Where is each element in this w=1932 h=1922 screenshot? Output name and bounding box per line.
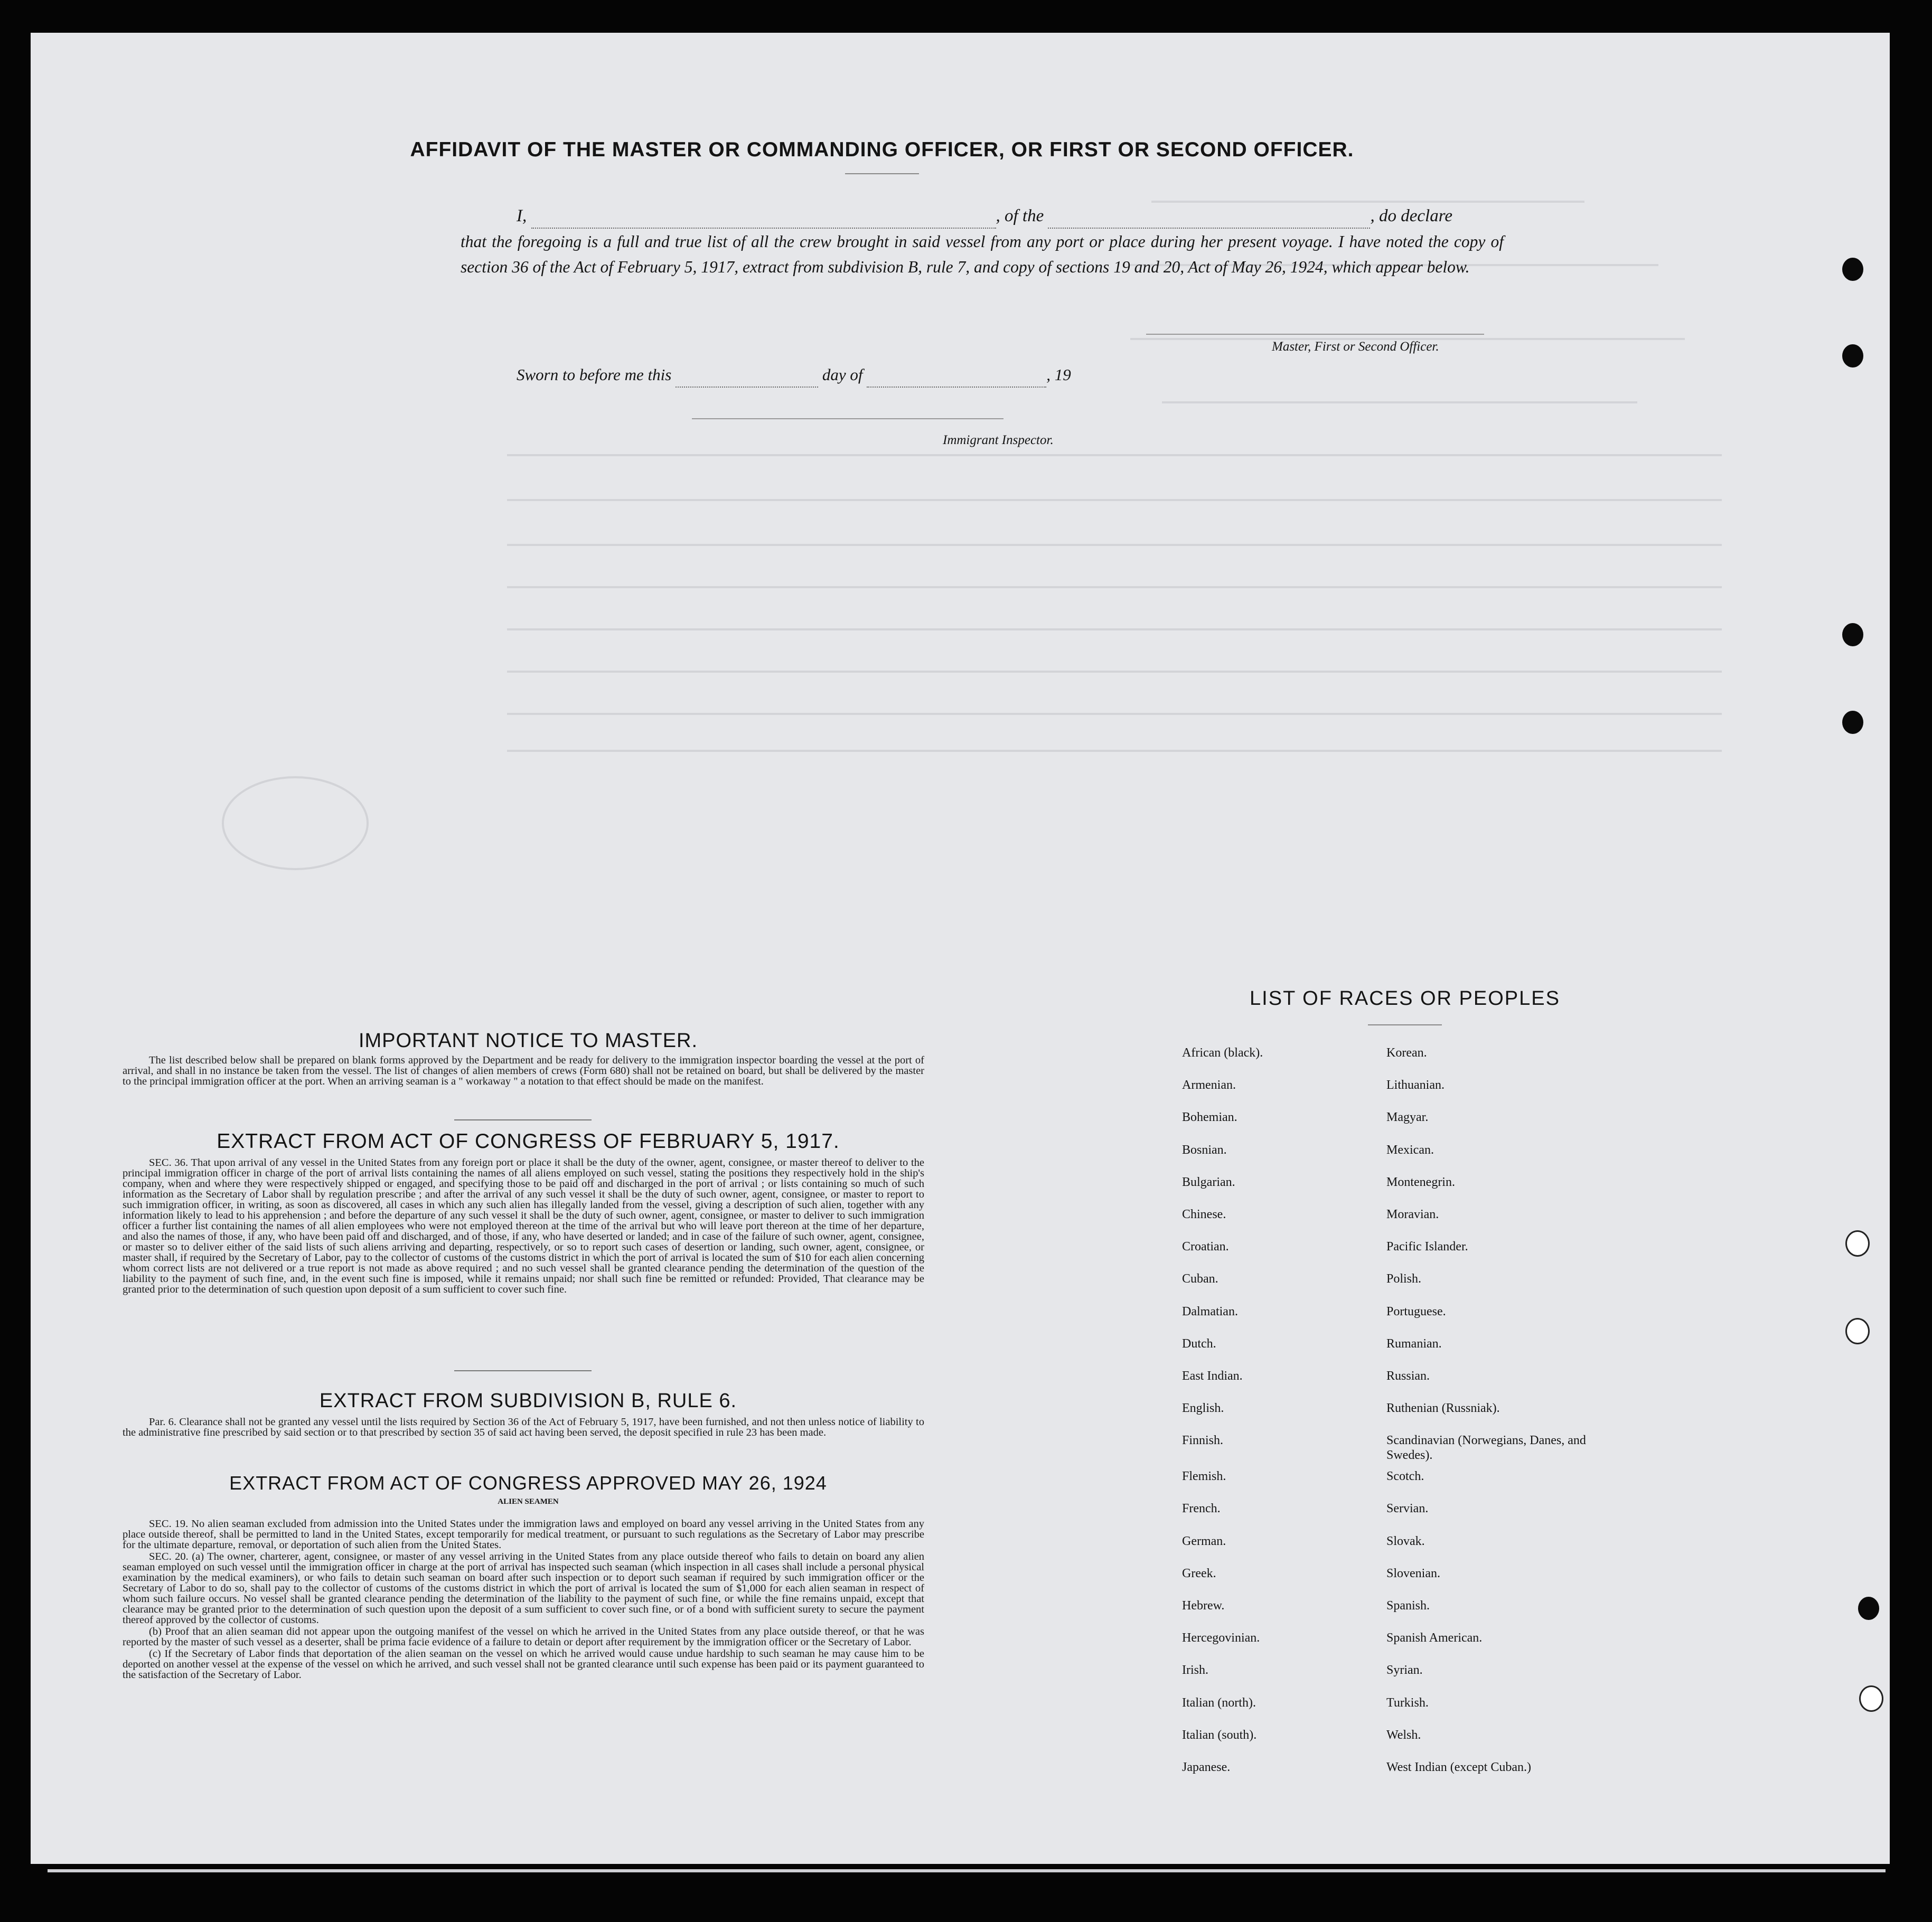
race-item: Rumanian. <box>1386 1336 1442 1351</box>
race-item: Greek. <box>1182 1566 1216 1580</box>
race-item: Welsh. <box>1386 1728 1421 1742</box>
race-item: Italian (south). <box>1182 1728 1257 1742</box>
race-item: Bulgarian. <box>1182 1175 1235 1189</box>
of-the-label: , of the <box>996 206 1044 225</box>
race-item: Scandinavian (Norwegians, Danes, and Swedes). <box>1386 1434 1586 1463</box>
race-item: Croatian. <box>1182 1240 1229 1254</box>
races-title: LIST OF RACES OR PEOPLES <box>1250 987 1560 1010</box>
vessel-name-field[interactable] <box>1048 212 1370 229</box>
race-item: East Indian. <box>1182 1369 1243 1383</box>
extract-rule6-title: EXTRACT FROM SUBDIVISION B, RULE 6. <box>319 1390 737 1412</box>
race-item: Polish. <box>1386 1272 1422 1286</box>
extract-rule6-text: Par. 6. Clearance shall not be granted any vessel until the lists required by Section 36 of the Act of February 5, 1917, have been furnished, and not then unless notice of liability to the administrative fine prescribed by said section or to that prescribed by section 35 of said act having been served, the deposit specified in rule 23 has been made. <box>123 1416 924 1438</box>
binder-hole-icon <box>1845 1230 1870 1257</box>
race-item: Armenian. <box>1182 1078 1236 1092</box>
notice-title: IMPORTANT NOTICE TO MASTER. <box>358 1030 698 1052</box>
binder-hole-icon <box>1859 1685 1883 1712</box>
race-item: Japanese. <box>1182 1760 1231 1774</box>
race-item: Dutch. <box>1182 1336 1216 1351</box>
sworn-month-field[interactable] <box>867 371 1046 388</box>
race-item: Russian. <box>1386 1369 1430 1383</box>
race-item: Slovenian. <box>1386 1566 1440 1580</box>
race-item: Pacific Islander. <box>1386 1240 1468 1254</box>
extract-1924-subtitle: ALIEN SEAMEN <box>498 1497 559 1506</box>
race-item: Slovak. <box>1386 1534 1425 1548</box>
day-of-label: day of <box>822 365 863 384</box>
race-item: Ruthenian (Russniak). <box>1386 1401 1500 1416</box>
race-item: Flemish. <box>1182 1469 1226 1484</box>
race-item: Servian. <box>1386 1502 1429 1516</box>
inspector-signature-line[interactable] <box>692 418 1003 419</box>
extract-1924-title: EXTRACT FROM ACT OF CONGRESS APPROVED MAY 26, 1924 <box>229 1472 827 1494</box>
binder-hole-icon <box>1842 623 1863 646</box>
race-item: Hercegovinian. <box>1182 1631 1260 1645</box>
races-right-column <box>1386 1045 1608 1792</box>
binder-hole-icon <box>1845 1318 1870 1344</box>
extract-1924-text: SEC. 19. No alien seaman excluded from admission into the United States under the immigration laws and employed on board any vessel arriving in the United States from any place outside thereof, shall be permitted to land in the United States, except temporarily for medical treatment, or pursuant to such regulations as the Secretary of Labor may prescribe for the ultimate departure, removal, or deportation of such alien from the United States. SEC. 20. (a) The owner, charterer, agent, consignee, or master of any vessel arriving in the United States from any place outside thereof who fails to detain on board any alien seaman employed on such vessel until the immigration officer in charge at the port of arrival has inspected such seaman (which inspection in all cases shall include a personal physical examination by the medical examiners), or who fails to detain such seaman on board after such inspection or to deport such seaman if required by such immigration officer or the Secretary of Labor to do so, shall pay to the collector of customs of the customs district in which the port of arrival is located the sum of $1,000 for each alien seaman in respect of whom such failure occurs. No vessel shall be granted clearance pending the determination of the liability to the payment of such fine, or while the fine remains unpaid, except that clearance may be granted prior to the determination of such question upon the deposit of a sum sufficient to cover such fine, or of a bond with sufficient surety to secure the payment thereof approved by the collector of customs. (b) Proof that an alien seaman did not appear upon the outgoing manifest of the vessel on which he arrived in the United States from any place outside thereof, or that he was reported by the master of such vessel as a deserter, shall be prima facie evidence of a failure to detain or deport after requirement by the immigration officer or the Secretary of Labor. (c) If the Secretary of Labor finds that deportation of the alien seaman on the vessel on which he arrived would cause undue hardship to such seaman he may cause him to be deported on another vessel at the expense of the vessel on which he arrived, and such vessel shall not be granted clearance until such expense has been paid or its payment guaranteed to the satisfaction of the Secretary of Labor. <box>123 1518 924 1681</box>
race-item: Korean. <box>1386 1046 1427 1060</box>
race-item: Magyar. <box>1386 1110 1429 1125</box>
race-item: Italian (north). <box>1182 1695 1256 1710</box>
race-item: Bosnian. <box>1182 1143 1227 1157</box>
sworn-line <box>517 362 1203 388</box>
race-item: Chinese. <box>1182 1207 1226 1221</box>
sworn-day-field[interactable] <box>676 371 818 388</box>
race-item: Finnish. <box>1182 1434 1224 1448</box>
binder-hole-icon <box>1842 711 1863 734</box>
extract-1917-text: SEC. 36. That upon arrival of any vessel in the United States from any foreign port or place it shall be the duty of the owner, agent, consignee, or master thereof to deliver to the principal immigration officer in charge of the port of arrival lists containing the names of all aliens employed on such vessel, stating the positions they respectively hold in the ship's company, when and where they were respectively shipped or engaged, and specifying those to be paid off and discharged in the port of arrival ; or lists containing so much of such information as the Secretary of Labor shall by regulation prescribe ; and after the arrival of any such vessel it shall be the duty of such owner, agent, consignee, or master to report to such immigration officer, in writing, as soon as discovered, all cases in which any such alien has illegally landed from the vessel, giving a description of such alien, together with any information likely to lead to his apprehension ; and before the departure of any such vessel it shall be the duty of such owner, agent, consignee, or master to deliver to such immigration officer a further list containing the names of all alien employees who were not employed thereon at the time of the arrival but who will leave port thereon at the time of her departure, and also the names of those, if any, who have been paid off and discharged, and of those, if any, who have deserted or landed; and in case of the failure of such owner, agent, consignee, or master so to deliver either of the said lists of such aliens arriving and departing, respectively, or so to report such cases of desertion or landing, such owner, agent, consignee, or master shall, if required by the Secretary of Labor, pay to the collector of customs of the customs district in which the port of arrival is located the sum of $10 for each alien concerning whom correct lists are not delivered or a true report is not made as above required ; and no such vessel shall be granted clearance pending the determination of the question of the liability to the payment of such fine, and, in the event such fine is imposed, while it remains unpaid; nor shall such fine be remitted or refunded: Provided, That clearance may be granted prior to the determination of such question upon deposit of a sum sufficient to cover such fine. <box>123 1157 924 1295</box>
race-item: Irish. <box>1182 1663 1208 1678</box>
binder-hole-icon <box>1858 1597 1879 1620</box>
race-item: Spanish American. <box>1386 1631 1483 1645</box>
race-item: English. <box>1182 1401 1224 1416</box>
race-item: Hebrew. <box>1182 1599 1225 1613</box>
divider <box>1368 1024 1442 1025</box>
divider <box>845 173 919 174</box>
race-item: Lithuanian. <box>1386 1078 1445 1092</box>
master-signature-label: Master, First or Second Officer. <box>1272 340 1439 354</box>
race-item: Mexican. <box>1386 1143 1434 1157</box>
races-left-column <box>1182 1045 1263 1792</box>
declarant-name-field[interactable] <box>531 212 996 229</box>
extract-1917-title: EXTRACT FROM ACT OF CONGRESS OF FEBRUARY 5, 1917. <box>217 1130 840 1153</box>
divider <box>454 1370 592 1371</box>
affidavit-declaration-line <box>517 203 1504 229</box>
divider <box>454 1119 592 1120</box>
race-item: West Indian (except Cuban.) <box>1386 1760 1531 1774</box>
affidavit-body: that the foregoing is a full and true list of all the crew brought in said vessel from any port or place during her present voyage. I have noted the copy of section 36 of the Act of February 5, 1917, extract from subdivision B, rule 7, and copy of sections 19 and 20, Act of May 26, 1924, which appear below. <box>461 232 1504 276</box>
race-item: Montenegrin. <box>1386 1175 1455 1189</box>
race-item: Dalmatian. <box>1182 1304 1238 1318</box>
race-item: Syrian. <box>1386 1663 1423 1678</box>
race-item: Turkish. <box>1386 1695 1429 1710</box>
year-label: , 19 <box>1046 365 1071 384</box>
notice-text: The list described below shall be prepared on blank forms approved by the Department and be ready for delivery to the immigration inspector boarding the vessel at the port of arrival, and shall in no instance be taken from the vessel. The list of changes of alien members of crews (Form 680) shall not be retained on board, but shall be delivered by the master to the principal immigration officer at the port. When an arriving seaman is a " workaway " a notation to that effect should be made on the manifest. <box>123 1054 924 1087</box>
binder-hole-icon <box>1842 344 1863 368</box>
declarant-label: I, <box>517 206 527 225</box>
race-item: Cuban. <box>1182 1272 1218 1286</box>
binder-hole-icon <box>1842 258 1863 281</box>
race-item: Scotch. <box>1386 1469 1424 1484</box>
race-item: Portuguese. <box>1386 1304 1446 1318</box>
page-edge <box>48 1785 1886 1872</box>
race-item: French. <box>1182 1502 1221 1516</box>
race-item: Moravian. <box>1386 1207 1439 1221</box>
inspector-signature-label: Immigrant Inspector. <box>943 433 1054 447</box>
master-signature-line[interactable] <box>1146 334 1484 335</box>
do-declare-label: , do declare <box>1370 206 1452 225</box>
race-item: German. <box>1182 1534 1226 1548</box>
race-item: African (black). <box>1182 1046 1263 1060</box>
affidavit-title: AFFIDAVIT OF THE MASTER OR COMMANDING OFFICER, OR FIRST OR SECOND OFFICER. <box>410 138 1354 161</box>
race-item: Spanish. <box>1386 1599 1430 1613</box>
sworn-label: Sworn to before me this <box>517 365 672 384</box>
race-item: Bohemian. <box>1182 1110 1237 1125</box>
